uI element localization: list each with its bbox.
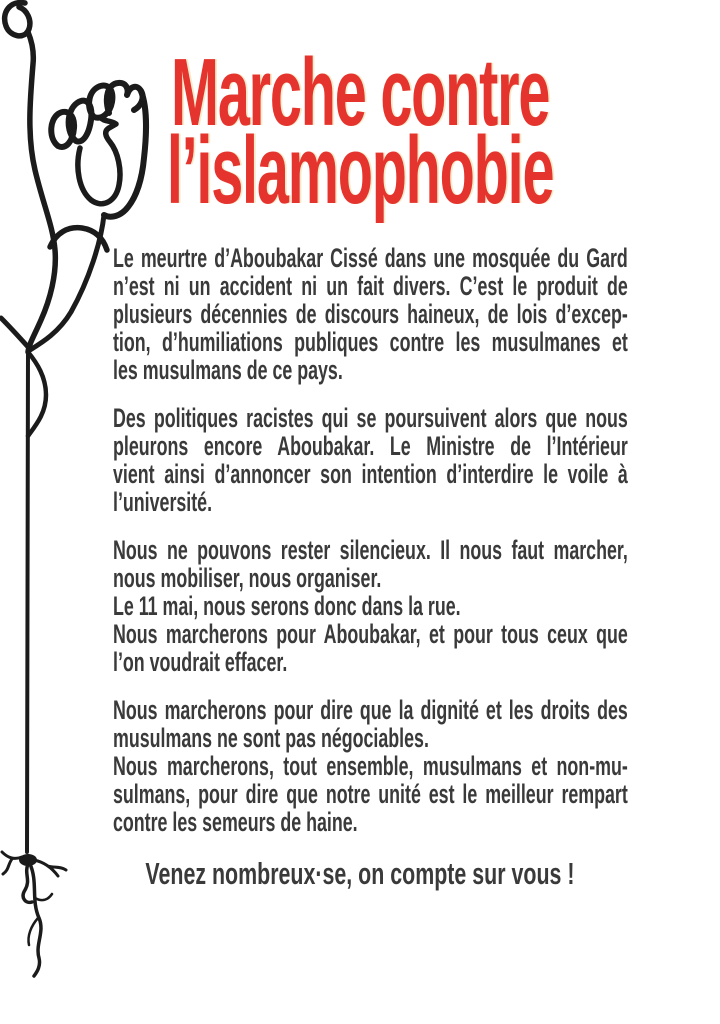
body-text-line: Nous marcherons pour Aboubakar, et pour tous ceux que bbox=[113, 619, 628, 649]
body-text-line: Nous ne pouvons rester silencieux. Il nous faut marcher, bbox=[113, 535, 628, 565]
title-line-1: Marche contre bbox=[170, 39, 550, 146]
body-text-line: Nous marcherons, tout ensemble, musulmans et non-mu- bbox=[113, 751, 628, 781]
body-text-line: Le 11 mai, nous serons donc dans la rue. bbox=[113, 591, 461, 621]
body-text-line: n’est ni un accident ni un fait divers. C’est le produit de bbox=[113, 271, 628, 301]
body-text-line: plusieurs décennies de discours haineux, de lois d’excep- bbox=[113, 299, 628, 329]
closing-call-to-action bbox=[0, 856, 720, 892]
body-text-line: l’université. bbox=[113, 487, 213, 517]
body-text-line: Le meurtre d’Aboubakar Cissé dans une mosquée du Gard bbox=[113, 243, 628, 273]
closing-line: Venez nombreux·se, on compte sur vous ! bbox=[145, 856, 575, 891]
body-text-line: vient ainsi d’annoncer son intention d’interdire le voile à bbox=[113, 459, 628, 489]
body-paragraph bbox=[113, 536, 628, 676]
body-text-line: nous mobiliser, nous organiser. bbox=[113, 563, 382, 593]
body-paragraph bbox=[113, 404, 628, 516]
body-paragraph bbox=[113, 244, 628, 384]
poster-title bbox=[0, 39, 720, 224]
title-line-2: l’islamophobie bbox=[166, 117, 554, 224]
body-text bbox=[113, 244, 628, 856]
body-text-line: l’on voudrait effacer. bbox=[113, 647, 288, 677]
body-text-line: musulmans ne sont pas négociables. bbox=[113, 723, 429, 753]
body-text-line: tion, d’humiliations publiques contre les musulmanes et bbox=[113, 327, 628, 357]
body-text-line: Des politiques racistes qui se poursuivent alors que nous bbox=[113, 403, 628, 433]
body-text-line: sulmans, pour dire que notre unité est le meilleur rempart bbox=[113, 779, 628, 809]
body-text-line: pleurons encore Aboubakar. Le Ministre de l’Intérieur bbox=[113, 431, 628, 461]
body-text-line: contre les semeurs de haine. bbox=[113, 807, 358, 837]
body-text-line: Nous marcherons pour dire que la dignité et les droits des bbox=[113, 695, 628, 725]
body-paragraph bbox=[113, 696, 628, 836]
body-text-line: les musulmans de ce pays. bbox=[113, 355, 343, 385]
